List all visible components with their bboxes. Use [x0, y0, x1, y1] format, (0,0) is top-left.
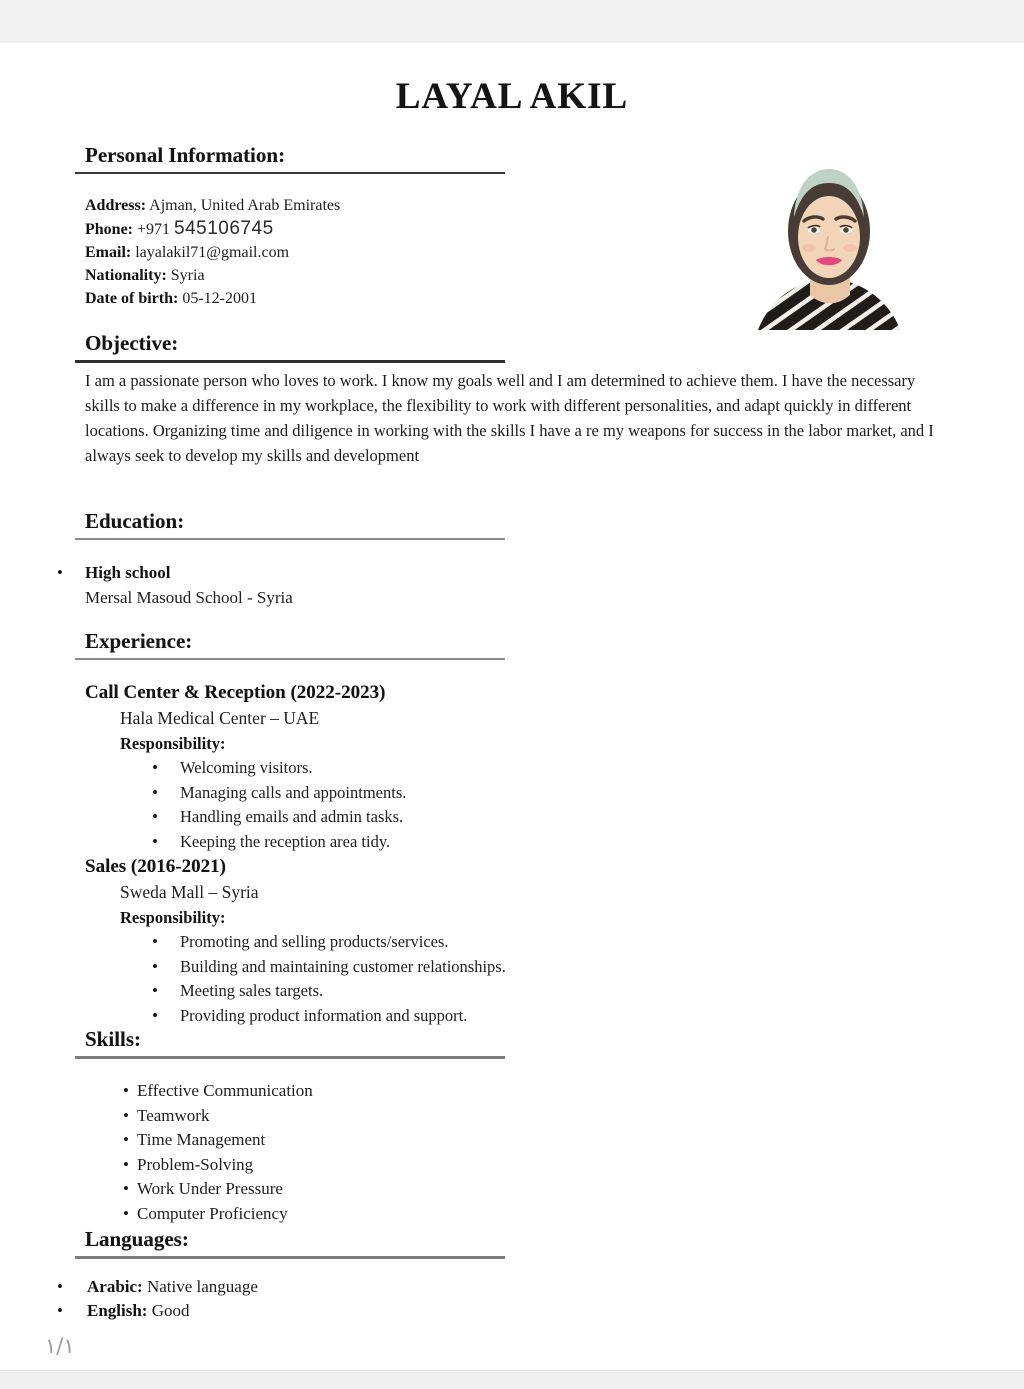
- duty-text: Promoting and selling products/services.: [180, 932, 449, 951]
- duty-text: Meeting sales targets.: [180, 981, 324, 1000]
- education-heading: Education:: [75, 508, 505, 540]
- objective-text: I am a passionate person who loves to work. I know my goals well and I am determined to achieve them. I have the necessary skills to make a difference in my workplace, the flexibility to work with different personalities, and adapt quickly in different locations. Organizing time and diligence in working with the skills I have a re my weapons for success in the labor market, and I always seek to develop my skills and development: [85, 371, 934, 465]
- duty-text: Providing product information and support.: [180, 1005, 468, 1025]
- duty-item: [180, 756, 506, 781]
- skill-text: Effective Communication: [137, 1081, 313, 1100]
- duty-list: [85, 756, 506, 854]
- education-degree: High school: [85, 563, 171, 582]
- job-title: Call Center & Reception (2022-2023): [85, 682, 386, 703]
- section-experience: [75, 628, 506, 1028]
- left-iris: [811, 227, 817, 233]
- language-label: Arabic:: [87, 1277, 143, 1296]
- field-value: layalakil71@gmail.com: [131, 244, 290, 261]
- skills-list: [75, 1079, 505, 1227]
- skill-item: [137, 1104, 505, 1129]
- bullet-icon: [57, 560, 63, 585]
- field-label: Nationality:: [85, 267, 167, 284]
- profile-photo: [752, 153, 905, 330]
- education-item: [85, 560, 505, 610]
- bullet-icon: [152, 930, 158, 955]
- bullet-icon: [152, 756, 158, 781]
- section-personal-information: [75, 142, 505, 310]
- bullet-icon: [152, 1004, 158, 1029]
- bullet-icon: [57, 1275, 63, 1299]
- duty-text: Handling emails and admin tasks.: [180, 807, 404, 826]
- field-date-of-birth: [85, 287, 505, 310]
- duty-item: [180, 781, 506, 806]
- skills-heading: Skills:: [75, 1026, 505, 1059]
- field-value: 05-12-2001: [178, 290, 257, 307]
- resume-page: [0, 43, 1024, 1370]
- skill-item: [137, 1128, 505, 1153]
- bottom-bar: [0, 1370, 1024, 1389]
- section-education: [75, 508, 505, 610]
- bullet-icon: [123, 1177, 129, 1202]
- page-title: LAYAL AKIL: [395, 76, 629, 117]
- bullet-icon: [123, 1079, 129, 1104]
- education-school: Mersal Masoud School - Syria: [85, 588, 293, 607]
- skill-item: [137, 1177, 505, 1202]
- duty-item: [180, 805, 506, 830]
- page-indicator: ١/١: [45, 1334, 75, 1358]
- bullet-icon: [152, 781, 158, 806]
- duty-text: Keeping the reception area tidy.: [180, 831, 391, 851]
- skill-item: [137, 1079, 505, 1104]
- duty-text: Managing calls and appointments.: [180, 782, 407, 802]
- field-value: Syria: [166, 267, 205, 284]
- language-item: [87, 1299, 505, 1323]
- bullet-icon: [152, 830, 158, 855]
- skill-item: [137, 1202, 505, 1227]
- phone-number: 545106745: [174, 218, 274, 239]
- field-label: Email:: [85, 244, 132, 261]
- duty-item: [180, 955, 506, 980]
- language-item: [87, 1275, 505, 1299]
- language-level: Good: [147, 1300, 190, 1320]
- field-nationality: [85, 264, 505, 287]
- left-blush: [802, 244, 816, 252]
- job-sales: [85, 854, 506, 1028]
- duty-item: [180, 830, 506, 855]
- right-iris: [843, 227, 849, 233]
- duty-item: [180, 930, 506, 955]
- languages-list: [75, 1275, 505, 1322]
- skill-item: [137, 1153, 505, 1178]
- field-value: +971: [133, 221, 175, 238]
- responsibility-label: Responsibility:: [120, 734, 226, 753]
- job-title: Sales (2016-2021): [85, 856, 226, 877]
- section-objective: [75, 330, 943, 468]
- duty-list: [85, 930, 506, 1028]
- job-company: Hala Medical Center – UAE: [120, 708, 320, 728]
- field-label: Address:: [85, 197, 147, 214]
- bullet-icon: [152, 979, 158, 1004]
- skill-text: Teamwork: [137, 1105, 210, 1125]
- bullet-icon: [57, 1299, 63, 1323]
- responsibility-label: Responsibility:: [120, 908, 226, 927]
- bullet-icon: [152, 805, 158, 830]
- field-label: Phone:: [85, 221, 133, 238]
- duty-item: [180, 1004, 506, 1029]
- language-label: English:: [87, 1300, 148, 1320]
- duty-text: Welcoming visitors.: [180, 758, 313, 777]
- field-value: Ajman, United Arab Emirates: [146, 197, 341, 214]
- languages-heading: Languages:: [75, 1226, 505, 1259]
- right-blush: [843, 244, 857, 252]
- skill-text: Time Management: [137, 1130, 266, 1150]
- skill-text: Work Under Pressure: [137, 1179, 283, 1199]
- experience-heading: Experience:: [75, 628, 505, 660]
- bullet-icon: [123, 1202, 129, 1227]
- language-level: Native language: [142, 1277, 258, 1296]
- skill-text: Computer Proficiency: [137, 1203, 288, 1223]
- objective-heading: Objective:: [75, 330, 505, 363]
- job-company: Sweda Mall – Syria: [120, 882, 259, 902]
- bullet-icon: [123, 1153, 129, 1178]
- section-skills: [75, 1026, 505, 1227]
- bullet-icon: [123, 1104, 129, 1129]
- bullet-icon: [152, 955, 158, 980]
- duty-item: [180, 979, 506, 1004]
- field-phone: [85, 217, 505, 241]
- personal-information-heading: Personal Information:: [75, 142, 505, 174]
- job-call-center: [85, 680, 506, 854]
- field-label: Date of birth:: [85, 290, 179, 307]
- skill-text: Problem-Solving: [137, 1154, 254, 1174]
- section-languages: [75, 1226, 505, 1322]
- field-email: [85, 241, 505, 264]
- top-bar: [0, 0, 1024, 43]
- personal-fields: [85, 194, 505, 310]
- duty-text: Building and maintaining customer relationships.: [180, 956, 506, 976]
- field-address: [85, 194, 505, 217]
- bullet-icon: [123, 1128, 129, 1153]
